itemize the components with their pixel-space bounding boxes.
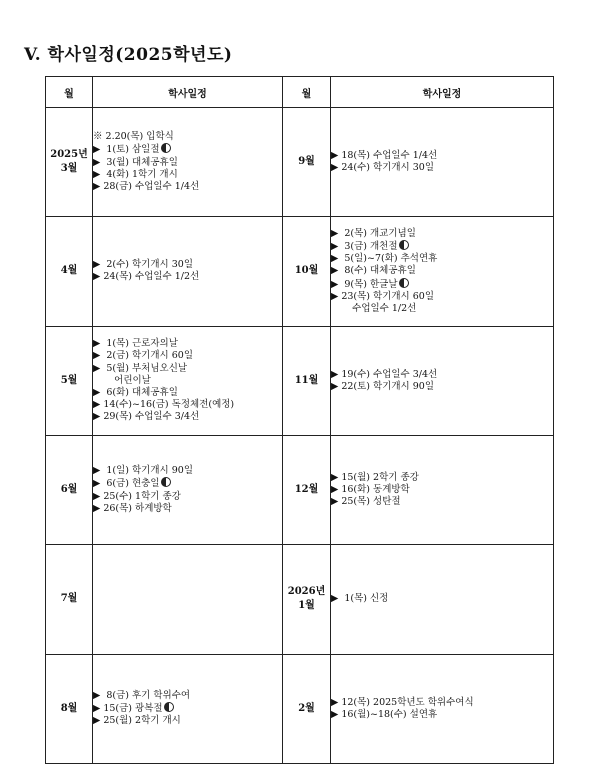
schedule-event — [331, 291, 553, 303]
schedule-event — [331, 240, 553, 253]
event-text: ▶ 26(목) 하계방학 — [93, 502, 172, 514]
event-text: ▶ 24(목) 수업일수 1/2선 — [93, 271, 200, 283]
month-label: 12월 — [283, 435, 331, 544]
schedule-event — [93, 169, 282, 181]
month-label: 9월 — [283, 108, 331, 217]
schedule-cell — [93, 326, 283, 435]
event-text: ▶ 29(목) 수업일수 3/4선 — [93, 411, 200, 423]
event-text: ▶ 2(금) 학기개시 60일 — [93, 350, 193, 362]
event-text: ▶ 5(일)~7(화) 추석연휴 — [331, 253, 438, 265]
taegeuk-flag-icon — [161, 477, 171, 487]
schedule-event — [93, 690, 282, 702]
event-text: ▶ 16(화) 동계방학 — [331, 484, 410, 496]
taegeuk-flag-icon — [161, 143, 171, 153]
schedule-event — [93, 477, 282, 490]
schedule-event — [331, 369, 553, 381]
event-text: ▶ 15(금) 광복절 — [93, 703, 163, 715]
calendar-row — [46, 654, 554, 763]
schedule-event — [93, 157, 282, 169]
calendar-row — [46, 326, 554, 435]
event-text: ▶ 3(월) 대체공휴일 — [93, 156, 178, 168]
event-text: ▶ 4(화) 1학기 개시 — [93, 168, 178, 180]
taegeuk-flag-icon — [399, 240, 409, 250]
schedule-cell — [331, 654, 554, 763]
schedule-event — [331, 253, 553, 265]
event-text: ▶ 6(금) 현충일 — [93, 478, 160, 490]
event-text: ▶ 28(금) 수업일수 1/4선 — [93, 180, 200, 192]
month-label: 10월 — [283, 217, 331, 326]
event-text: ▶ 3(금) 개천절 — [331, 240, 398, 252]
event-text: ▶ 1(목) 근로자의날 — [93, 338, 178, 350]
event-text: ▶ 2(목) 개교기념일 — [331, 227, 416, 239]
schedule-cell — [331, 108, 554, 217]
page-title: V. 학사일정(2025학년도) — [24, 45, 233, 65]
taegeuk-flag-icon — [164, 702, 174, 712]
event-text: ※ 2.20(목) 입학식 — [93, 131, 174, 143]
schedule-event — [331, 593, 553, 605]
event-text: ▶ 2(수) 학기개시 30일 — [93, 259, 193, 271]
schedule-event — [331, 162, 553, 174]
schedule-cell — [331, 217, 554, 326]
event-text: ▶ 5(월) 부처님오신날 — [93, 362, 188, 374]
event-text: ▶ 15(월) 2학기 종강 — [331, 471, 419, 483]
schedule-cell — [93, 435, 283, 544]
schedule-event — [93, 338, 282, 350]
schedule-event — [331, 484, 553, 496]
calendar-row — [46, 545, 554, 654]
schedule-cell — [93, 108, 283, 217]
schedule-cell — [93, 654, 283, 763]
schedule-cell — [331, 435, 554, 544]
month-label: 2025년 3월 — [46, 108, 93, 217]
calendar-row — [46, 108, 554, 217]
month-label: 11월 — [283, 326, 331, 435]
event-text: ▶ 19(수) 수업일수 3/4선 — [331, 368, 438, 380]
schedule-event — [93, 399, 282, 411]
schedule-cell — [331, 326, 554, 435]
month-label: 6월 — [46, 435, 93, 544]
event-text: ▶ 8(금) 후기 학위수여 — [93, 690, 191, 702]
event-text: ▶ 25(월) 2학기 개시 — [93, 715, 181, 727]
schedule-event — [93, 702, 282, 715]
event-text: ▶ 8(수) 대체공휴일 — [331, 265, 416, 277]
schedule-event — [331, 150, 553, 162]
schedule-event — [331, 303, 553, 315]
month-label: 7월 — [46, 545, 93, 654]
event-text: ▶ 6(화) 대체공휴일 — [93, 386, 178, 398]
event-text: ▶ 12(목) 2025학년도 학위수여식 — [331, 696, 474, 708]
event-text: ▶ 16(월)~18(수) 설연휴 — [331, 708, 438, 720]
schedule-event — [93, 363, 282, 375]
month-label: 8월 — [46, 654, 93, 763]
event-text: 어린이날 — [93, 374, 151, 386]
schedule-cell — [331, 545, 554, 654]
schedule-header: 학사일정 — [93, 77, 283, 108]
month-label: 4월 — [46, 217, 93, 326]
schedule-cell — [93, 217, 283, 326]
schedule-event — [331, 278, 553, 291]
month-label: 2월 — [283, 654, 331, 763]
event-text: ▶ 22(토) 학기개시 90일 — [331, 380, 435, 392]
schedule-event — [93, 375, 282, 387]
event-text: 수업일수 1/2선 — [331, 303, 417, 314]
event-text: ▶ 1(일) 학기개시 90일 — [93, 465, 193, 477]
schedule-header: 학사일정 — [331, 77, 554, 108]
month-header: 월 — [46, 77, 93, 108]
schedule-event — [93, 181, 282, 193]
schedule-event — [93, 350, 282, 362]
schedule-event — [93, 387, 282, 399]
event-text: ▶ 24(수) 학기개시 30일 — [331, 162, 435, 174]
schedule-event — [331, 697, 553, 709]
schedule-event — [331, 228, 553, 240]
schedule-event — [93, 271, 282, 283]
event-text: ▶ 25(목) 성탄절 — [331, 496, 401, 508]
calendar-row — [46, 435, 554, 544]
schedule-cell — [93, 545, 283, 654]
schedule-event — [93, 491, 282, 503]
header-row — [46, 77, 554, 108]
schedule-event — [331, 496, 553, 508]
taegeuk-flag-icon — [399, 278, 409, 288]
event-text: ▶ 9(목) 한글날 — [331, 278, 398, 290]
schedule-event — [93, 143, 282, 156]
schedule-event — [93, 503, 282, 515]
event-text: ▶ 1(목) 신정 — [331, 593, 389, 605]
schedule-event — [331, 381, 553, 393]
schedule-event — [93, 259, 282, 271]
month-header: 월 — [283, 77, 331, 108]
schedule-event — [331, 709, 553, 721]
schedule-event — [93, 715, 282, 727]
schedule-event — [331, 265, 553, 277]
event-text: ▶ 18(목) 수업일수 1/4선 — [331, 149, 438, 161]
month-label: 2026년 1월 — [283, 545, 331, 654]
event-text: ▶ 1(토) 삼일절 — [93, 144, 160, 156]
calendar-row — [46, 217, 554, 326]
event-text: ▶ 25(수) 1학기 종강 — [93, 490, 181, 502]
month-label: 5월 — [46, 326, 93, 435]
schedule-event — [93, 411, 282, 423]
academic-calendar-table — [45, 76, 554, 764]
event-text: ▶ 23(목) 학기개시 60일 — [331, 290, 435, 302]
schedule-event — [93, 131, 282, 143]
event-text: ▶ 14(수)~16(금) 독정체전(예정) — [93, 399, 235, 411]
schedule-event — [331, 472, 553, 484]
schedule-event — [93, 465, 282, 477]
